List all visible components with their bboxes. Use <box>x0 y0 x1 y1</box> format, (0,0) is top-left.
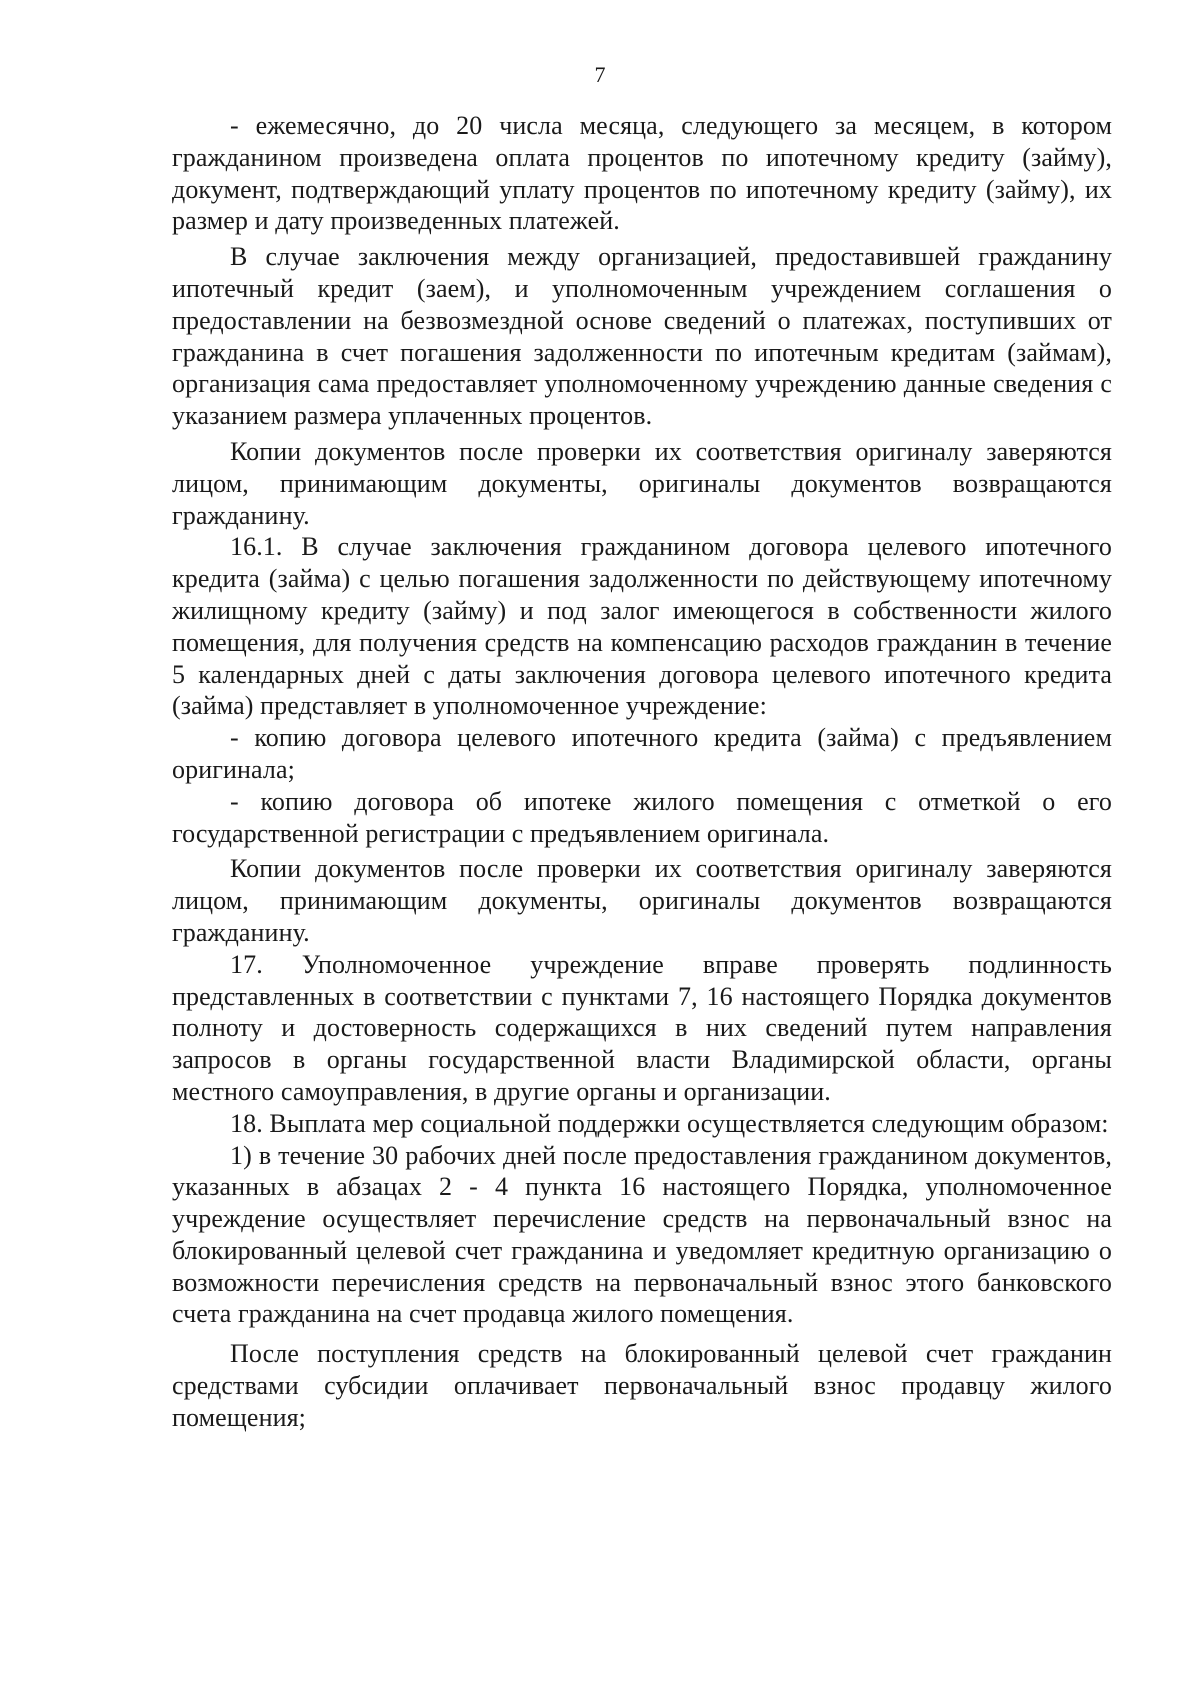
paragraph-section-18: 18. Выплата мер социальной поддержки осуществляется следующим образом: <box>230 1108 1109 1138</box>
page-number: 7 <box>594 62 606 87</box>
paragraph-down-payment-after-transfer: После поступления средств на блокированный целевой счет гражданин средствами субсидии оплачивает первоначальный взнос продавцу жилого помещения; <box>172 1339 1112 1432</box>
paragraph-organization-agreement: В случае заключения между организацией, предоставившей гражданину ипотечный кредит (заем), и уполномоченным учреждением соглашения о предоставлении на безвозмездной основе сведений о платежах, поступивших от гражданина в счет погашения задолженности по ипотечным кредитам (займам), организация сама предоставляет уполномоченному учреждению данные сведения с указанием размера уплаченных процентов. <box>172 242 1112 431</box>
document-body <box>172 110 1112 1434</box>
paragraph-document-copies: Копии документов после проверки их соответствия оригиналу заверяются лицом, принимающим документы, оригиналы документов возвращаются гражданину. <box>172 436 1112 530</box>
paragraph-section-17: 17. Уполномоченное учреждение вправе проверять подлинность представленных в соответствии с пунктами 7, 16 настоящего Порядка документов полноту и достоверность содержащихся в них сведений путем направления запросов в органы государственной власти Владимирской области, органы местного самоуправления, в другие органы и организации. <box>172 949 1112 1106</box>
paragraph-section-16-1: 16.1. В случае заключения гражданином договора целевого ипотечного кредита (займа) с целью погашения задолженности по действующему ипотечному жилищному кредиту (займу) и под залог имеющегося в собственности жилого помещения, для получения средств на компенсацию расходов гражданин в течение 5 календарных дней с даты заключения договора целевого ипотечного кредита (займа) представляет в уполномоченное учреждение: <box>172 532 1112 721</box>
paragraph-document-copies-repeat: Копии документов после проверки их соответствия оригиналу заверяются лицом, принимающим документы, оригиналы документов возвращаются гражданину. <box>172 854 1112 947</box>
paragraph-section-18-item-1: 1) в течение 30 рабочих дней после предоставления гражданином документов, указанных в абзацах 2 - 4 пункта 16 настоящего Порядка, уполномоченное учреждение осуществляет перечисление средств на первоначальный взнос на блокированный целевой счет гражданина и уведомляет кредитную организацию о возможности перечисления средств на первоначальный взнос этого банковского счета гражданина на счет продавца жилого помещения. <box>172 1140 1112 1329</box>
paragraph-monthly-interest-document: - ежемесячно, до 20 числа месяца, следующего за месяцем, в котором гражданином произведена оплата процентов по ипотечному кредиту (займу), документ, подтверждающий уплату процентов по ипотечному кредиту (займу), их размер и дату произведенных платежей. <box>172 111 1112 236</box>
paragraph-loan-agreement-copy: - копию договора целевого ипотечного кредита (займа) с предъявлением оригинала; <box>172 723 1112 784</box>
paragraph-mortgage-agreement-copy: - копию договора об ипотеке жилого помещения с отметкой о его государственной регистрации с предъявлением оригинала. <box>172 786 1112 848</box>
